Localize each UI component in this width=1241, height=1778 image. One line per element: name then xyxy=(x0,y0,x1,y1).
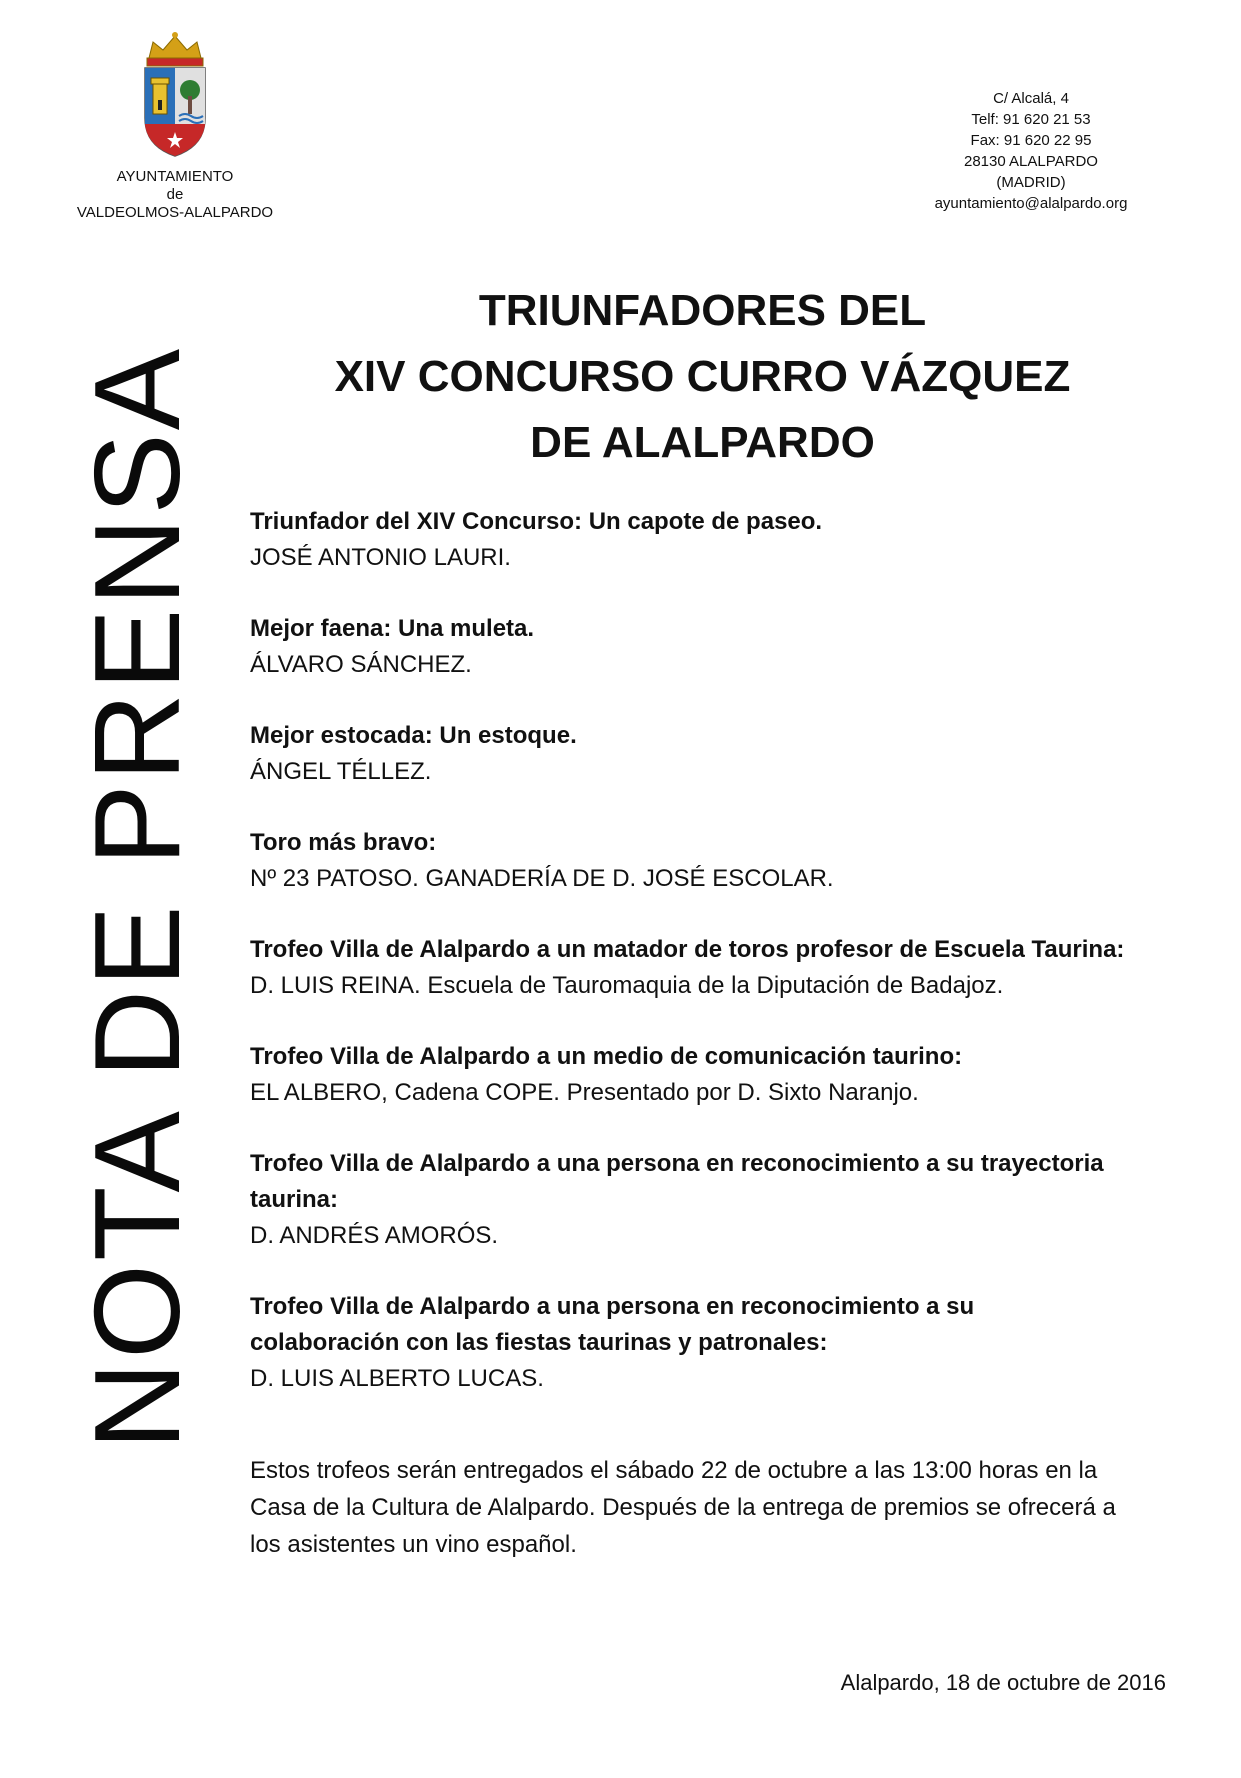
award-item xyxy=(250,1289,1130,1397)
award-winner: EL ALBERO, Cadena COPE. Presentado por D. Sixto Naranjo. xyxy=(250,1079,919,1106)
award-title: Toro más bravo: xyxy=(250,829,437,856)
address-line: C/ Alcalá, 4 xyxy=(993,90,1069,107)
region-line: (MADRID) xyxy=(996,174,1066,191)
award-title: Trofeo Villa de Alalpardo a un matador de toros profesor de Escuela Taurina: xyxy=(250,936,1125,963)
award-item xyxy=(250,718,1130,790)
awards-list xyxy=(250,504,1130,1432)
award-item xyxy=(250,1039,1130,1111)
award-title: Trofeo Villa de Alalpardo a una persona en reconocimiento a su trayectoria taurina: xyxy=(250,1150,1104,1213)
municipality-line: AYUNTAMIENTO xyxy=(116,168,234,185)
municipality-header xyxy=(60,28,290,222)
award-item xyxy=(250,611,1130,683)
closing-paragraph: Estos trofeos serán entregados el sábado 22 de octubre a las 13:00 horas en la Casa de la Cultura de Alalpardo. Después de la entrega de premios se ofrecerá a los asistentes un vino español. xyxy=(250,1457,1116,1558)
award-title: Trofeo Villa de Alalpardo a un medio de comunicación taurino: xyxy=(250,1043,963,1070)
award-title: Mejor estocada: Un estoque. xyxy=(250,722,577,749)
award-item xyxy=(250,825,1130,897)
award-item xyxy=(250,1146,1130,1254)
title-line: DE ALALPARDO xyxy=(530,418,875,467)
date-line: Alalpardo, 18 de octubre de 2016 xyxy=(840,1670,1166,1695)
municipality-line: de xyxy=(166,186,184,203)
award-winner: D. LUIS REINA. Escuela de Tauromaquia de la Diputación de Badajoz. xyxy=(250,972,1004,999)
contact-block xyxy=(881,88,1181,214)
award-winner: Nº 23 PATOSO. GANADERÍA DE D. JOSÉ ESCOLAR. xyxy=(250,865,834,892)
award-title: Trofeo Villa de Alalpardo a una persona en reconocimiento a su colaboración con las fiestas taurinas y patronales: xyxy=(250,1293,975,1356)
award-winner: JOSÉ ANTONIO LAURI. xyxy=(250,544,511,571)
postal-line: 28130 ALALPARDO xyxy=(964,153,1098,170)
municipality-line: VALDEOLMOS-ALALPARDO xyxy=(76,204,274,221)
award-item xyxy=(250,932,1130,1004)
award-winner: D. ANDRÉS AMORÓS. xyxy=(250,1222,499,1249)
fax-line: Fax: 91 620 22 95 xyxy=(970,132,1092,149)
award-winner: ÁNGEL TÉLLEZ. xyxy=(250,758,432,785)
award-item xyxy=(250,504,1130,576)
title-line: TRIUNFADORES DEL xyxy=(478,286,927,335)
award-title: Triunfador del XIV Concurso: Un capote de paseo. xyxy=(250,508,823,535)
award-winner: ÁLVARO SÁNCHEZ. xyxy=(250,651,472,678)
award-winner: D. LUIS ALBERTO LUCAS. xyxy=(250,1365,544,1392)
title-line: XIV CONCURSO CURRO VÁZQUEZ xyxy=(334,352,1071,401)
page-title xyxy=(250,278,1155,476)
side-label: NOTA DE PRENSA xyxy=(69,345,205,1450)
email-link[interactable]: ayuntamiento@alalpardo.org xyxy=(934,195,1128,212)
award-title: Mejor faena: Una muleta. xyxy=(250,615,535,642)
coat-of-arms-icon xyxy=(135,28,215,168)
phone-line: Telf: 91 620 21 53 xyxy=(971,111,1091,128)
